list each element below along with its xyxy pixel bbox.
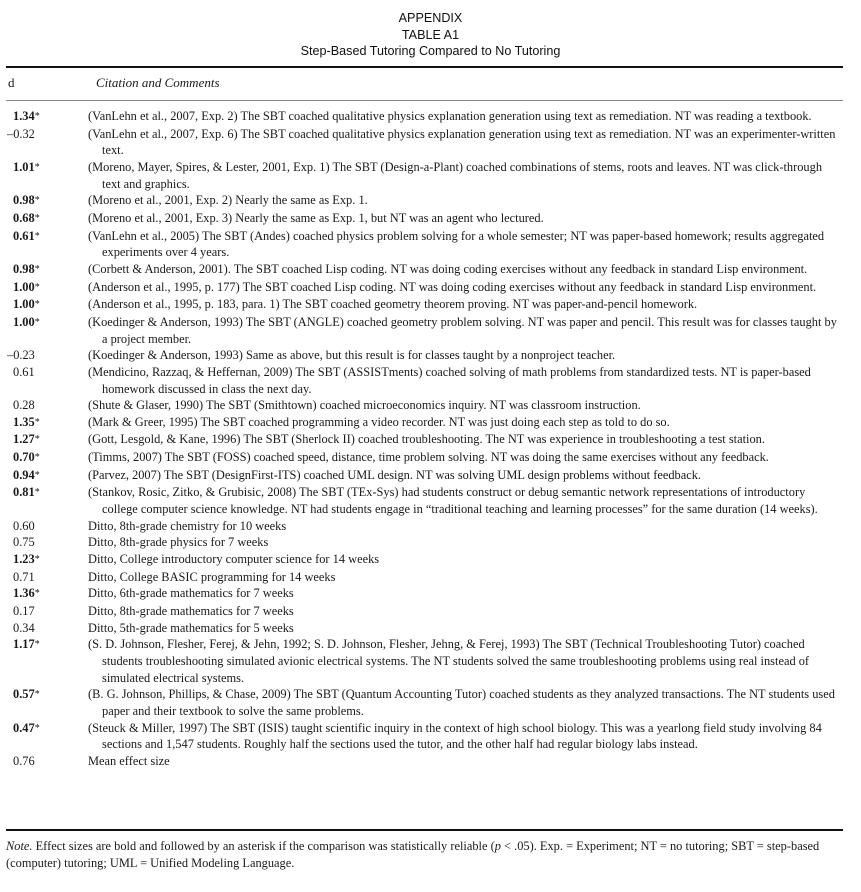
effect-size-cell [0,518,88,535]
citation-cell: (Stankov, Rosic, Zitko, & Grubisic, 2008) The SBT (TEx-Sys) had students construct or debug semantic network representations of introductory college computer science knowledge. NT had students engage in “traditional teaching and learning processes” for the same duration (14 weeks). [88,485,818,517]
effect-size-cell [0,569,88,586]
table-row [0,534,861,551]
effect-size-value: 0.76 [13,753,35,768]
effect-size-value: 0.61 [13,228,35,243]
effect-size-cell [0,126,88,159]
effect-size-value: 1.27 [13,432,35,447]
effect-size-cell [0,551,88,569]
effect-size-value: 0.28 [13,398,35,413]
table-row [0,686,861,719]
citation-cell: (S. D. Johnson, Flesher, Ferej, & Jehn, 1992; S. D. Johnson, Flesher, Jehng, & Ferej, 1993) The SBT (Technical Troubleshooting Tutor) coached students troubleshooting simulated avionic electrical systems. The NT students solved the same troubleshooting problems using real instead of simulated electrical systems. [88,637,810,685]
table-row [0,364,861,397]
significance-asterisk: * [34,195,40,207]
effect-size-cell [0,296,88,314]
table-row [0,126,861,159]
effect-size-value: 0.57 [13,687,35,702]
table-row [0,397,861,414]
citation-cell: Mean effect size [88,753,170,768]
column-header-d: d [8,75,15,90]
effect-size-value: 0.47 [13,720,35,735]
effect-size-cell [0,620,88,637]
header-rule [6,100,843,101]
table-row [0,261,861,279]
effect-size-value: 0.17 [13,604,35,619]
effect-size-value: 0.34 [13,620,35,635]
citation-cell: (VanLehn et al., 2005) The SBT (Andes) coached physics problem solving for a whole semester; NT was paper-based homework; results aggregated experiments over 4 years. [88,228,825,260]
effect-size-value: 0.61 [13,364,35,379]
table-row [0,518,861,535]
effect-size-cell [0,279,88,297]
table-row [0,569,861,586]
citation-cell: (Moreno et al., 2001, Exp. 2) Nearly the same as Exp. 1. [88,193,368,208]
note-p-symbol: p [494,839,501,853]
significance-asterisk: * [34,416,40,428]
effect-size-cell [0,347,88,364]
effect-size-cell [0,192,88,210]
effect-size-cell [0,636,88,686]
significance-asterisk: * [34,230,40,242]
citation-cell: (VanLehn et al., 2007, Exp. 6) The SBT coached qualitative physics explanation generation using text as remediation. NT was an experimenter-written text. [88,126,836,158]
table-row [0,296,861,314]
table-row [0,449,861,467]
note-text-2: < .05). Exp. = Experiment; NT = no tutoring; SBT = step-based (computer) tutoring; UML = Unified Modeling Language. [6,839,820,870]
table-row [0,431,861,449]
table-note [6,838,846,871]
significance-asterisk: * [34,469,40,481]
citation-cell: Ditto, 8th-grade mathematics for 7 weeks [88,604,294,619]
table-row [0,753,861,770]
effect-size-cell [0,753,88,770]
note-label: Note. [6,839,33,853]
citation-cell: Ditto, 8th-grade chemistry for 10 weeks [88,518,287,533]
table-row [0,551,861,569]
significance-asterisk: * [34,212,40,224]
citation-cell: (Anderson et al., 1995, p. 177) The SBT coached Lisp coding. NT was doing coding exercises without any feedback in standard Lisp environment. [88,279,817,294]
table-row [0,484,861,517]
effect-size-cell [0,449,88,467]
effect-size-cell [0,720,88,753]
citation-cell: Ditto, College BASIC programming for 14 weeks [88,569,336,584]
table-row [0,314,861,347]
citation-cell: Ditto, 5th-grade mathematics for 5 weeks [88,620,294,635]
citation-cell: (Mark & Greer, 1995) The SBT coached programming a video recorder. NT was just doing each step as told to do so. [88,414,670,429]
effect-size-value: 0.75 [13,535,35,550]
effect-size-value: 1.34 [13,109,35,123]
effect-size-cell [0,467,88,485]
significance-asterisk: * [34,161,40,173]
table-row [0,159,861,192]
effect-size-cell [0,534,88,551]
effect-size-value: 0.81 [13,485,35,500]
effect-size-cell [0,686,88,719]
table-row [0,210,861,228]
table-caption [0,10,861,60]
effect-size-cell [0,210,88,228]
citation-cell: (Corbett & Anderson, 2001). The SBT coached Lisp coding. NT was doing coding exercises without any feedback in standard Lisp environment. [88,261,808,276]
citation-cell: (B. G. Johnson, Phillips, & Chase, 2009) The SBT (Quantum Accounting Tutor) coached students as they analyzed transactions. The NT students used paper and their textbook to solve the same problems. [88,687,835,718]
effect-size-value: 0.70 [13,450,35,465]
citation-cell: Ditto, 6th-grade mathematics for 7 weeks [88,586,294,601]
citation-cell: (Moreno et al., 2001, Exp. 3) Nearly the same as Exp. 1, but NT was an agent who lectured. [88,210,544,225]
significance-asterisk: * [34,111,40,122]
citation-cell: (Parvez, 2007) The SBT (DesignFirst-ITS) coached UML design. NT was solving UML design problems without feedback. [88,467,702,482]
significance-asterisk: * [34,316,40,328]
effect-size-value: 1.00 [13,279,35,294]
citation-cell: (Shute & Glaser, 1990) The SBT (Smithtown) coached microeconomics inquiry. NT was classroom instruction. [88,398,641,413]
effect-size-value: 1.36 [13,586,35,601]
effect-size-value: 0.68 [13,210,35,225]
table-row [0,467,861,485]
effect-size-cell [0,228,88,261]
citation-cell: (Gott, Lesgold, & Kane, 1996) The SBT (Sherlock II) coached troubleshooting. The NT was experience in troubleshooting a test station. [88,432,765,447]
effect-size-value: 1.23 [13,552,35,567]
citation-cell: (Anderson et al., 1995, p. 183, para. 1) The SBT coached geometry theorem proving. NT was paper-and-pencil homework. [88,297,698,312]
effect-size-cell [0,414,88,432]
citation-cell: (Timms, 2007) The SBT (FOSS) coached speed, distance, time problem solving. NT was doing the same exercises without any feedback. [88,450,769,465]
table-row [0,636,861,686]
significance-asterisk: * [34,487,40,499]
column-header-citation: Citation and Comments [96,75,220,90]
note-text-1: Effect sizes are bold and followed by an asterisk if the comparison was statistically reliable ( [32,839,495,853]
citation-cell: (Koedinger & Anderson, 1993) The SBT (ANGLE) coached geometry problem solving. NT was paper and pencil. This result was for classes taught by a project member. [88,314,837,346]
significance-asterisk: * [34,434,40,446]
citation-cell: Ditto, College introductory computer science for 14 weeks [88,552,380,567]
table-row [0,720,861,753]
bottom-rule [6,829,843,831]
effect-size-value: –0.23 [7,348,35,363]
effect-size-cell [0,431,88,449]
effect-size-value: 1.00 [13,314,35,329]
significance-asterisk: * [34,639,40,651]
significance-asterisk: * [34,452,40,464]
citation-cell: Ditto, 8th-grade physics for 7 weeks [88,535,269,550]
effect-size-cell [0,159,88,192]
significance-asterisk: * [34,722,40,734]
table-row [0,347,861,364]
significance-asterisk: * [34,263,40,275]
effect-size-cell [0,484,88,517]
effect-size-cell [0,364,88,397]
effect-size-value: 0.71 [13,569,35,584]
citation-cell: (Koedinger & Anderson, 1993) Same as above, but this result is for classes taught by a nonproject teacher. [88,348,616,363]
significance-asterisk: * [34,299,40,311]
table-row [0,414,861,432]
table-row [0,108,861,126]
table-row [0,620,861,637]
effect-size-value: 1.35 [13,414,35,429]
table-title: Step-Based Tutoring Compared to No Tutoring [300,44,561,59]
citation-cell: (Mendicino, Razzaq, & Heffernan, 2009) The SBT (ASSISTments) coached solving of math problems from standardized tests. NT is paper-based homework discussed in class the next day. [88,364,811,396]
appendix-label: APPENDIX [398,11,463,25]
effect-size-value: 1.00 [13,297,35,312]
effect-size-cell [0,585,88,603]
citation-cell: (Steuck & Miller, 1997) The SBT (ISIS) taught scientific inquiry in the context of high school biology. This was a yearlong field study involving 84 sections and 1,547 students. Roughly half the sections used the tutor, and the other half had regular biology labs instead. [88,720,822,752]
table-row [0,192,861,210]
table-row [0,603,861,620]
citation-cell: (VanLehn et al., 2007, Exp. 2) The SBT coached qualitative physics explanation generation using text as remediation. NT was reading a textbook. [88,109,812,123]
effect-size-value: 1.01 [13,159,35,174]
effect-size-cell [0,108,88,126]
table-body [0,108,861,770]
significance-asterisk: * [34,554,40,566]
citation-cell: (Moreno, Mayer, Spires, & Lester, 2001, Exp. 1) The SBT (Design-a-Plant) coached combinations of stems, roots and leaves. NT was click-through text and graphics. [88,159,823,191]
effect-size-cell [0,261,88,279]
effect-size-value: 0.98 [13,193,35,208]
table-row [0,585,861,603]
table-row [0,279,861,297]
effect-size-value: 0.60 [13,518,35,533]
effect-size-value: 0.94 [13,467,35,482]
table-row [0,228,861,261]
effect-size-cell [0,314,88,347]
effect-size-value: 0.98 [13,261,35,276]
top-rule [6,66,843,68]
effect-size-value: 1.17 [13,637,35,652]
effect-size-cell [0,397,88,414]
significance-asterisk: * [34,281,40,293]
table-label: TABLE A1 [401,27,460,42]
significance-asterisk: * [34,588,40,600]
effect-size-cell [0,603,88,620]
effect-size-value: –0.32 [7,126,35,141]
significance-asterisk: * [34,689,40,701]
